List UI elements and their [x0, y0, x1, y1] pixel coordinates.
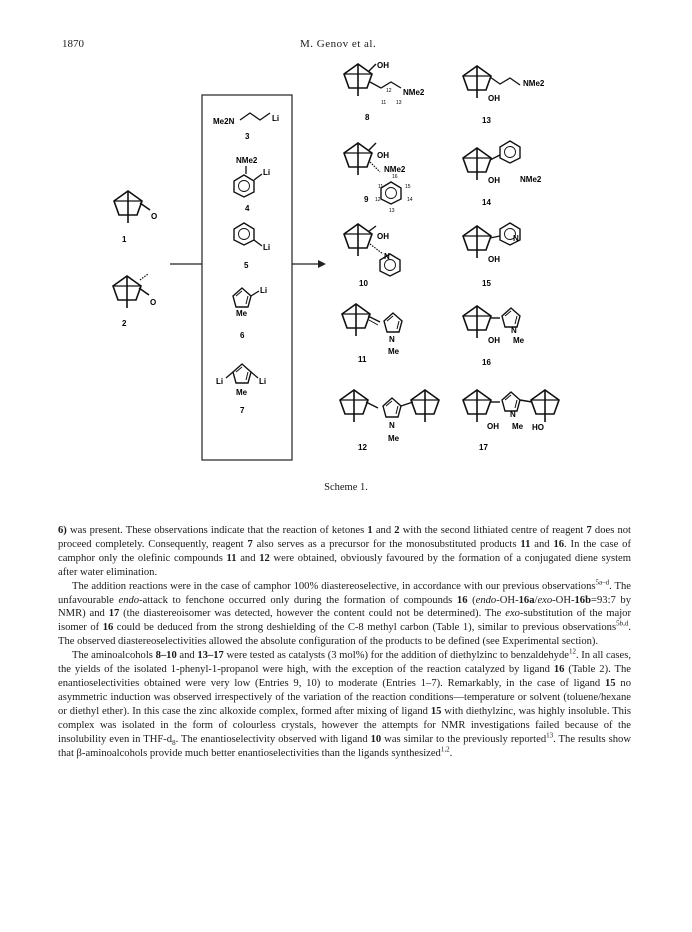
p3-t18: 13: [546, 731, 554, 740]
reagent-6-me-label: Me: [236, 309, 248, 318]
position-12: 12: [375, 197, 381, 203]
p1-t2: was present. These observations indicate that the reaction of ketones: [66, 525, 368, 536]
p3-t5: were tested as catalysts (3 mol%) for the addition of diethylzinc to benzaldehyde: [223, 650, 569, 662]
p3-t19: . The results show that β-aminoalcohols provide much better enantioselectivities than the ligands synthesized: [58, 733, 631, 759]
p1-t18: were obtained, obviously favoured by the formation of a conjugated diene system after water elimination.: [58, 552, 631, 578]
compound-1-structure: [114, 191, 157, 223]
scheme-caption: [0, 482, 692, 493]
compound-number-9: 9: [364, 195, 369, 204]
p3-t6: 12: [568, 647, 576, 656]
hydroxyl-label: OH: [488, 336, 500, 345]
oxygen-label: O: [151, 212, 158, 221]
p1-t3: 1: [367, 525, 373, 536]
reagent-3-li-label: Li: [272, 114, 280, 123]
p1-t16: and: [236, 552, 260, 564]
p1-t7: 7: [586, 525, 592, 536]
dimethylamino-label: NMe2: [520, 175, 542, 184]
compound-number-5: 5: [244, 261, 249, 270]
p2-t22: 5b,d: [616, 619, 629, 628]
p3-t8: 16: [553, 664, 565, 676]
p2-t6: 16: [456, 594, 468, 606]
pyrrole-nitrogen-label: N: [510, 410, 516, 419]
compound-number-10: 10: [359, 279, 368, 288]
compound-number-13: 13: [482, 116, 491, 125]
compound-number-14: 14: [482, 198, 491, 207]
p3-t20: 1,2: [440, 744, 450, 753]
p2-t11: /: [534, 594, 538, 606]
hydroxyl-label: OH: [487, 422, 499, 431]
compound-number-3: 3: [245, 132, 250, 141]
reagent-box: [202, 95, 292, 460]
p3-t4: 13–17: [197, 650, 224, 662]
reagent-7-structure: [216, 364, 266, 397]
p1-t4: and: [372, 525, 395, 536]
compound-14-structure: [463, 141, 542, 185]
position-13: 13: [396, 100, 402, 106]
p3-t1: The aminoalcohols: [72, 650, 156, 662]
p1-t14: . In the case of camphor only the olefinic compounds: [58, 538, 631, 564]
reagent-4-li-label: Li: [263, 168, 271, 177]
p1-t8: does not proceed completely. Consequently, reagent: [58, 525, 632, 550]
reagent-7-li-right-label: Li: [259, 377, 267, 386]
p1-t6: with the second lithiated centre of reagent: [399, 525, 587, 536]
p3-t15: . The enantioselectivity observed with ligand: [175, 733, 371, 745]
p3-t2: 8–10: [155, 650, 177, 662]
reagent-6-li-label: Li: [260, 286, 268, 295]
p1-t12: and: [530, 538, 554, 550]
compound-9-structure: [344, 143, 413, 214]
compound-number-12: 12: [358, 443, 367, 452]
p1-t13: 16: [553, 538, 565, 550]
scheme-caption-label: Scheme: [324, 482, 358, 493]
p1-t15: 11: [226, 552, 237, 564]
p2-t21: could be deduced from the strong deshielding of the C-8 methyl carbon (Table 1), similar to previous observations: [113, 622, 617, 634]
reagent-5-li-label: Li: [263, 243, 271, 252]
compound-number-7: 7: [240, 406, 245, 415]
compound-15-structure: [463, 223, 520, 264]
reagent-4-structure: [234, 156, 270, 197]
compound-2-structure: [113, 274, 156, 308]
p1-t10: also serves as a precursor for the monosubstituted products: [252, 538, 521, 550]
reaction-arrowhead: [318, 260, 326, 268]
reagent-6-structure: [233, 286, 267, 318]
p1-t11: 11: [520, 538, 531, 550]
p2-t17: (the diastereoisomer was detected, however the content could not be determined). The: [119, 608, 506, 620]
p3-t9: (Table 2). The enantioselectivities obtained were very low (Entries 9, 10) to moderate (Entries 1–7). Remarkably, in the case of ligand: [58, 664, 631, 689]
p1-t9: 7: [247, 538, 253, 550]
reagent-7-li-left-label: Li: [216, 377, 224, 386]
p2-t7: (: [467, 594, 476, 606]
hydroxyl-label: OH: [488, 176, 500, 185]
dimethylamino-label: NMe2: [384, 165, 406, 174]
dimethylamino-label: NMe2: [403, 88, 425, 97]
paragraph-3: [58, 649, 631, 760]
reagent-7-me-label: Me: [236, 388, 248, 397]
p2-t16: 17: [108, 608, 120, 620]
pyrrole-nitrogen-label: N: [389, 335, 395, 344]
compound-number-17: 17: [479, 443, 488, 452]
paragraph-2: [58, 580, 631, 650]
running-head: M. Genov et al.: [300, 38, 377, 50]
compound-number-11: 11: [358, 355, 367, 364]
p2-t14: 16b: [574, 594, 591, 606]
scheme-caption-number: 1.: [360, 482, 368, 493]
p2-t18: exo: [505, 608, 520, 620]
p3-t14: 8: [172, 738, 176, 747]
reagent-3-structure: [213, 113, 279, 126]
compound-number-4: 4: [245, 204, 250, 213]
compound-number-6: 6: [240, 331, 245, 340]
n-methyl-label: Me: [388, 434, 400, 443]
paragraph-1: [58, 524, 631, 580]
reagent-5-structure: [234, 223, 270, 252]
p2-t13: -OH-: [552, 594, 575, 606]
position-15: 15: [405, 184, 411, 190]
position-11: 11: [378, 184, 384, 190]
compound-16-structure: [463, 306, 525, 345]
p3-t7: . In all cases, the yields of the isolated 1-phenyl-1-propanol were high, with the exception of the reaction catalyzed by ligand: [58, 650, 631, 676]
p3-t3: and: [176, 650, 198, 662]
p2-t3: . The unfavourable: [58, 580, 632, 606]
page-number: 1870: [62, 38, 84, 50]
compound-12-structure: [340, 390, 439, 443]
p2-t9: -OH-: [496, 594, 519, 606]
compound-number-8: 8: [365, 113, 370, 122]
p2-t19: -substitution of the major isomer of: [58, 608, 631, 634]
p3-t13: with diethylzinc, was highly insoluble. This complex was isolated in the form of colourless crystals, however the attempts for NMR investigations failed because of the insolubility even in THF-d: [58, 705, 631, 745]
p3-t10: 15: [604, 677, 616, 689]
p2-t5: -attack to fenchone occurred only during the formation of compounds: [139, 594, 457, 606]
p1-t1: 6): [58, 525, 67, 536]
n-methyl-label: Me: [513, 336, 525, 345]
hydroxyl-label: OH: [377, 61, 389, 70]
p3-t11: no asymmetric induction was observed irrespectively of the variation of the reaction conditions—temperature or solvent (toluene/hexane or diethyl ether). In this case the zinc alkoxide complex, formed after mixing of ligand: [58, 677, 631, 717]
pyridine-nitrogen-label: N: [384, 252, 390, 261]
p2-t12: exo: [537, 594, 553, 606]
reagent-3-nme2-label: Me2N: [213, 117, 235, 126]
oxygen-label: O: [150, 298, 157, 307]
p2-t20: 16: [102, 622, 114, 634]
p2-t15: =93:7 by NMR) and: [58, 594, 632, 620]
body-text: [58, 524, 631, 760]
dimethylamino-label: NMe2: [523, 79, 545, 88]
compound-11-structure: [342, 304, 402, 356]
p2-t4: endo: [118, 594, 140, 606]
hydroxyl-label-second: HO: [532, 423, 544, 432]
p2-t23: . The observed diastereoselectivities allowed the absolute configuration of the products to be defined (see Experimental section).: [58, 622, 631, 648]
hydroxyl-label: OH: [488, 255, 500, 264]
reagent-4-nme2-label: NMe2: [236, 156, 258, 165]
compound-13-structure: [463, 66, 545, 103]
n-methyl-label: Me: [388, 347, 400, 356]
p2-t8: endo: [475, 594, 497, 606]
pyridine-nitrogen-label: N: [513, 234, 519, 243]
compound-number-15: 15: [482, 279, 491, 288]
compound-8-structure: [344, 61, 425, 106]
position-11: 11: [381, 100, 387, 106]
p3-t17: was similar to the previously reported: [381, 733, 547, 745]
compound-number-1: 1: [122, 235, 127, 244]
p3-t12: 15: [430, 705, 442, 717]
p2-t2: 5a–d: [595, 578, 610, 587]
hydroxyl-label: OH: [377, 151, 389, 160]
position-14: 14: [407, 197, 413, 203]
position-12: 12: [386, 88, 392, 94]
hydroxyl-label: OH: [488, 94, 500, 103]
p3-t21: .: [449, 747, 453, 759]
compound-number-16: 16: [482, 358, 491, 367]
p2-t1: The addition reactions were in the case of camphor 100% diastereoselective, in accordance with our previous observations: [72, 580, 596, 592]
p1-t17: 12: [259, 552, 270, 564]
position-13: 13: [389, 208, 395, 214]
compound-number-2: 2: [122, 319, 127, 328]
p3-t16: 10: [370, 733, 382, 745]
hydroxyl-label: OH: [377, 232, 389, 241]
compound-17-structure: [463, 390, 559, 432]
p1-t5: 2: [394, 525, 400, 536]
pyrrole-nitrogen-label: N: [511, 326, 517, 335]
n-methyl-label: Me: [512, 422, 524, 431]
pyrrole-nitrogen-label: N: [389, 421, 395, 430]
p2-t10: 16a: [518, 594, 535, 606]
position-16: 16: [392, 174, 398, 180]
compound-10-structure: [344, 224, 400, 276]
